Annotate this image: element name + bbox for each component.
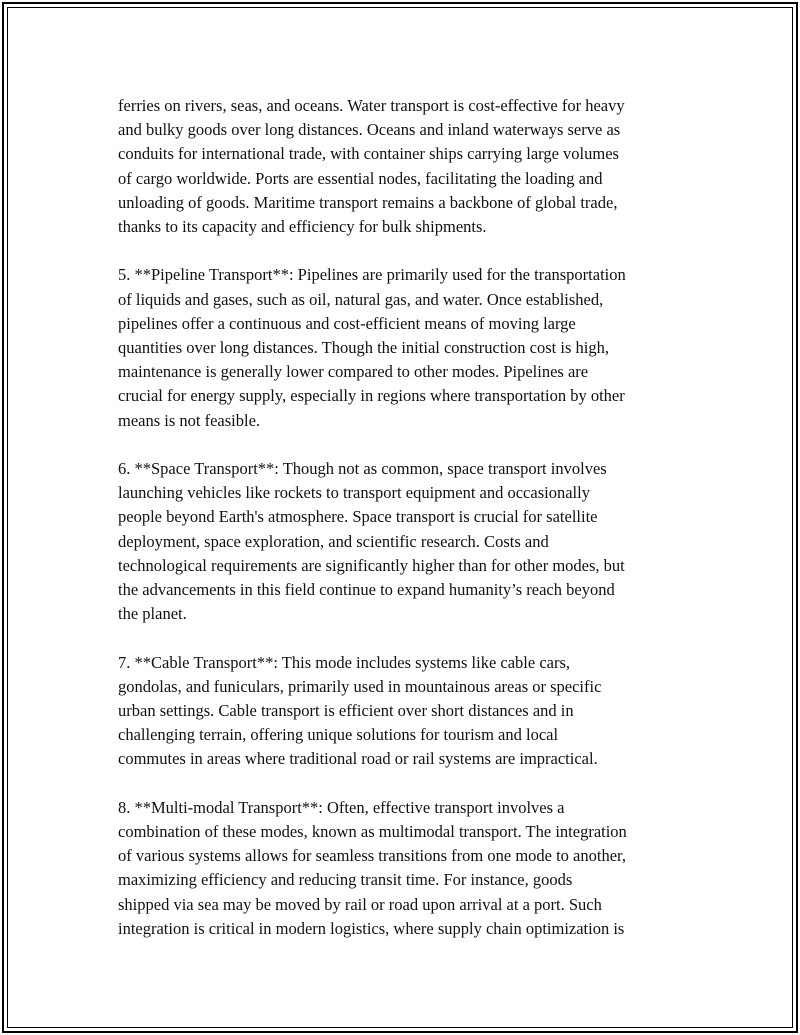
document-body	[118, 94, 693, 965]
paragraph-pipeline-transport: 5. **Pipeline Transport**: Pipelines are primarily used for the transportation of liquids and gases, such as oil, natural gas, and water. Once established, pipelines offer a continuous and cost-efficient means of moving large quantities over long distances. Though the initial construction cost is high, maintenance is generally lower compared to other modes. Pipelines are crucial for energy supply, especially in regions where transportation by other means is not feasible.	[118, 265, 626, 430]
paragraph-multimodal-transport: 8. **Multi-modal Transport**: Often, effective transport involves a combination of these modes, known as multimodal transport. The integration of various systems allows for seamless transitions from one mode to another, maximizing efficiency and reducing transit time. For instance, goods shipped via sea may be moved by rail or road upon arrival at a port. Such integration is critical in modern logistics, where supply chain optimization is	[118, 797, 627, 938]
paragraph-space-transport: 6. **Space Transport**: Though not as common, space transport involves launching vehicles like rockets to transport equipment and occasionally people beyond Earth's atmosphere. Space transport is crucial for satellite deployment, space exploration, and scientific research. Costs and technological requirements are significantly higher than for other modes, but the advancements in this field continue to expand humanity’s reach beyond the planet.	[118, 459, 625, 624]
paragraph-cable-transport: 7. **Cable Transport**: This mode includes systems like cable cars, gondolas, and funiculars, primarily used in mountainous areas or specific urban settings. Cable transport is efficient over short distances and in challenging terrain, offering unique solutions for tourism and local commutes in areas where traditional road or rail systems are impractical.	[118, 652, 602, 769]
paragraph-water-transport: ferries on rivers, seas, and oceans. Water transport is cost-effective for heavy and bulky goods over long distances. Oceans and inland waterways serve as conduits for international trade, with container ships carrying large volumes of cargo worldwide. Ports are essential nodes, facilitating the loading and unloading of goods. Maritime transport remains a backbone of global trade, thanks to its capacity and efficiency for bulk shipments.	[118, 96, 625, 237]
